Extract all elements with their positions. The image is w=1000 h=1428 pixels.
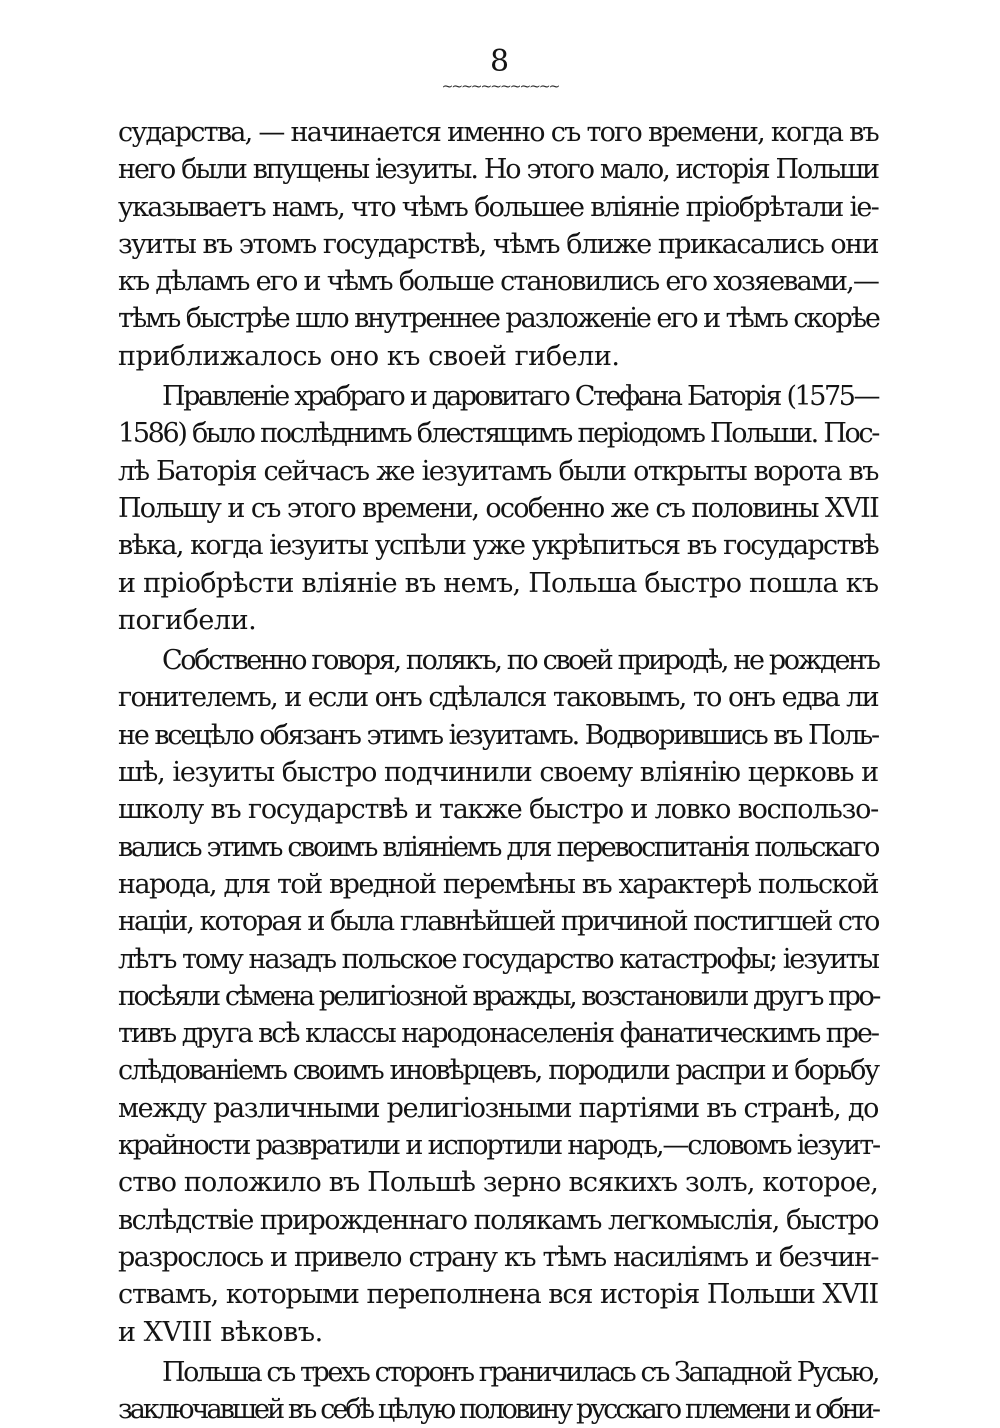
paragraph-4: [118, 1354, 878, 1428]
text-line: и прiобрѣсти влiянiе въ немъ, Польша быстро пошла къ: [118, 567, 879, 599]
text-line: нацiи, которая и была главнѣйшей причиной постигшей сто: [118, 906, 879, 938]
text-line: къ дѣламъ его и чѣмъ больше становились его хозяевами,—: [118, 266, 878, 298]
text-line: посѣяли сѣмена религiозной вражды, возстановили другъ про-: [118, 980, 879, 1012]
text-line: школу въ государствѣ и также быстро и ловко воспользо-: [118, 794, 878, 826]
text-line: не всецѣло обязанъ этимъ iезуитамъ. Водворившись въ Поль-: [118, 719, 878, 751]
text-line: слѣдованiемъ своимъ иновѣрцевъ, породили распри и борьбу: [118, 1055, 878, 1087]
text-line: лѣ Баторiя сейчасъ же iезуитамъ были открыты ворота въ: [118, 455, 878, 487]
paragraph-1: [118, 114, 878, 375]
text-line: гонителемъ, и если онъ сдѣлался таковымъ, то онъ едва ли: [118, 682, 878, 714]
text-line: шѣ, iезуиты быстро подчинили своему влiянiю церковь и: [118, 757, 878, 789]
body-text: [118, 114, 878, 1428]
text-line: ствамъ, которыми переполнена вся исторiя Польши XVII: [118, 1279, 878, 1311]
text-line: между различными религiозными партiями въ странѣ, до: [118, 1092, 878, 1124]
text-line: народа, для той вредной перемѣны въ характерѣ польской: [118, 868, 878, 900]
text-line: приближалось оно къ своей гибели.: [118, 340, 620, 372]
text-line: вѣка, когда iезуиты успѣли уже укрѣпиться въ государствѣ: [118, 530, 878, 562]
paragraph-3: [118, 642, 878, 1351]
text-line: него были впущены iезуиты. Но этого мало, исторiя Польши: [118, 154, 878, 186]
text-line: вслѣдствiе прирожденнаго полякамъ легкомыслiя, быстро: [118, 1204, 878, 1236]
text-line: ство положило въ Польшѣ зерно всякихъ золъ, которое,: [118, 1167, 878, 1199]
text-line: тѣмъ быстрѣе шло внутреннее разложенiе его и тѣмъ скорѣе: [118, 303, 879, 335]
text-line: Собственно говоря, полякъ, по своей природѣ, не рожденъ: [162, 645, 879, 677]
text-line: Польшу и съ этого времени, особенно же съ половины XVII: [118, 492, 878, 524]
text-line: указываетъ намъ, что чѣмъ большее влiянiе прiобрѣтали iе-: [118, 191, 878, 223]
text-line: тивъ друга всѣ классы народонаселенiя фанатическимъ пре-: [118, 1018, 878, 1050]
text-line: Польша съ трехъ сторонъ граничилась съ Западной Русью,: [162, 1356, 878, 1388]
text-line: крайности развратили и испортили народъ,—словомъ iезуит-: [118, 1130, 880, 1162]
text-line: погибели.: [118, 604, 257, 636]
paragraph-2: [118, 378, 878, 639]
text-line: сударства, — начинается именно съ того времени, когда въ: [118, 117, 878, 148]
text-line: Правленiе храбраго и даровитаго Стефана Баторiя (1575—: [162, 381, 878, 413]
text-line: зуиты въ этомъ государствѣ, чѣмъ ближе прикасались они: [118, 228, 878, 260]
page-number: 8: [489, 44, 511, 79]
text-line: 1586) было послѣднимъ блестящимъ перiодомъ Польши. Пос-: [118, 418, 878, 450]
page-number-ornament: ~~~~~~~~~~~~: [441, 79, 559, 95]
text-line: и XVIII вѣковъ.: [118, 1316, 323, 1348]
text-line: лѣтъ тому назадъ польское государство катастрофы; iезуиты: [118, 943, 878, 975]
text-line: разрослось и привело страну къ тѣмъ насилiямъ и безчин-: [118, 1241, 878, 1273]
text-line: заключавшей въ себѣ цѣлую половину русскаго племени и обни-: [118, 1394, 878, 1426]
text-line: вались этимъ своимъ влiянiемъ для перевоспитанiя польскаго: [118, 831, 878, 863]
